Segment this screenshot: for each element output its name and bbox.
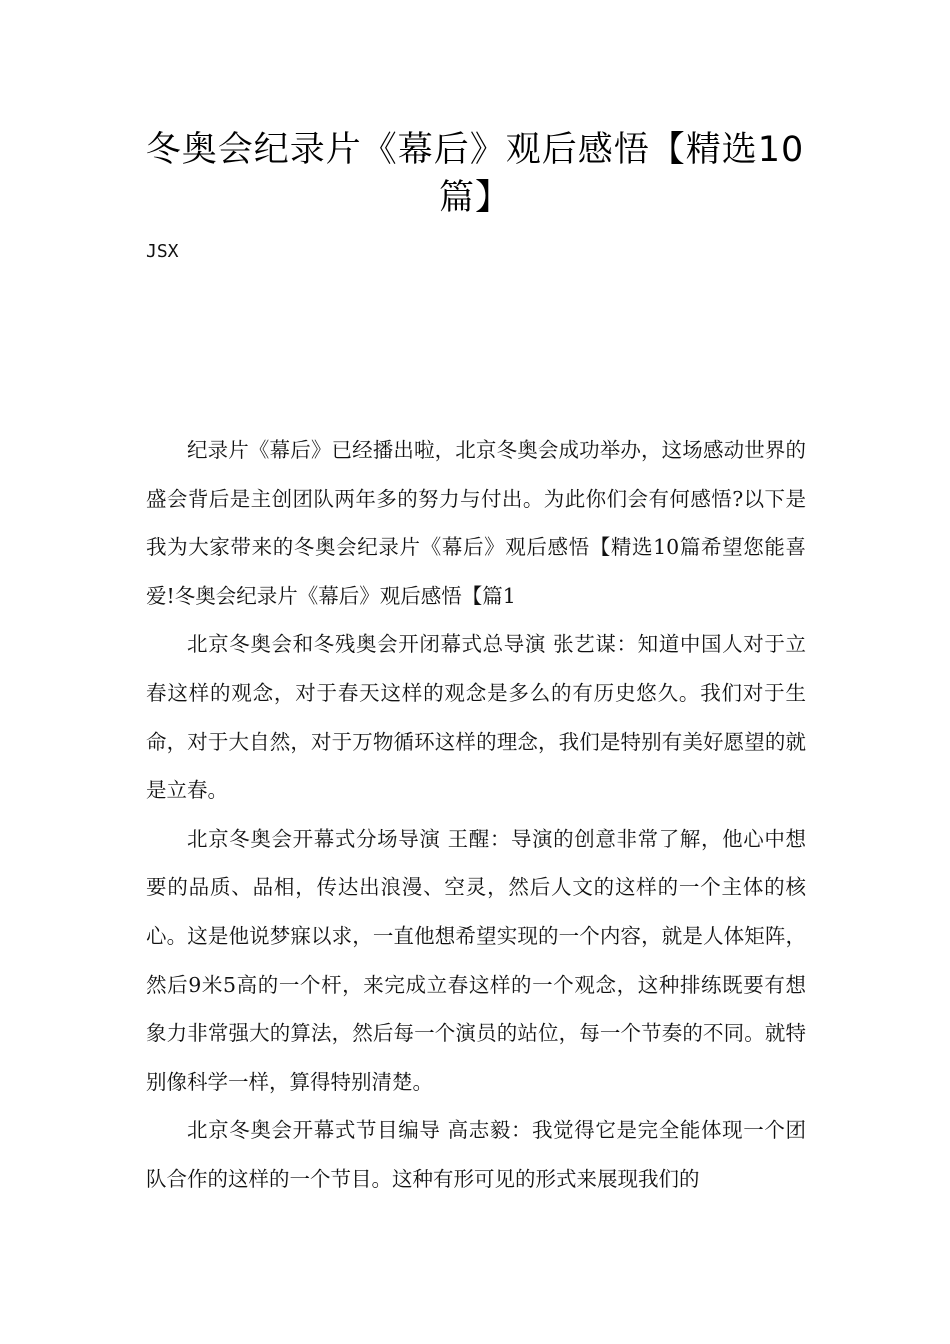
body-paragraph: 北京冬奥会和冬残奥会开闭幕式总导演 张艺谋：知道中国人对于立春这样的观念，对于春天这样的观念是多么的有历史悠久。我们对于生命，对于大自然，对于万物循环这样的理念，我们是特别有美好愿望的就是立春。 (146, 632, 806, 803)
document-body (146, 426, 806, 1204)
document-title: 冬奥会纪录片《幕后》观后感悟【精选10篇】 (145, 130, 805, 218)
body-paragraph: 北京冬奥会开幕式节目编导 高志毅：我觉得它是完全能体现一个团队合作的这样的一个节目。这种有形可见的形式来展现我们的 (146, 1118, 806, 1191)
body-paragraph: 北京冬奥会开幕式分场导演 王醒：导演的创意非常了解，他心中想要的品质、品相，传达出浪漫、空灵，然后人文的这样的一个主体的核心。这是他说梦寐以求，一直他想希望实现的一个内容，就是人体矩阵，然后9米5高的一个杆，来完成立春这样的一个观念，这种排练既要有想象力非常强大的算法，然后每一个演员的站位，每一个节奏的不同。就特别像科学一样，算得特别清楚。 (146, 826, 806, 1094)
body-paragraph: 纪录片《幕后》已经播出啦，北京冬奥会成功举办，这场感动世界的盛会背后是主创团队两年多的努力与付出。为此你们会有何感悟?以下是我为大家带来的冬奥会纪录片《幕后》观后感悟【精选10篇希望您能喜爱!冬奥会纪录片《幕后》观后感悟【篇1 (146, 438, 806, 608)
document-author: JSX (146, 241, 179, 262)
